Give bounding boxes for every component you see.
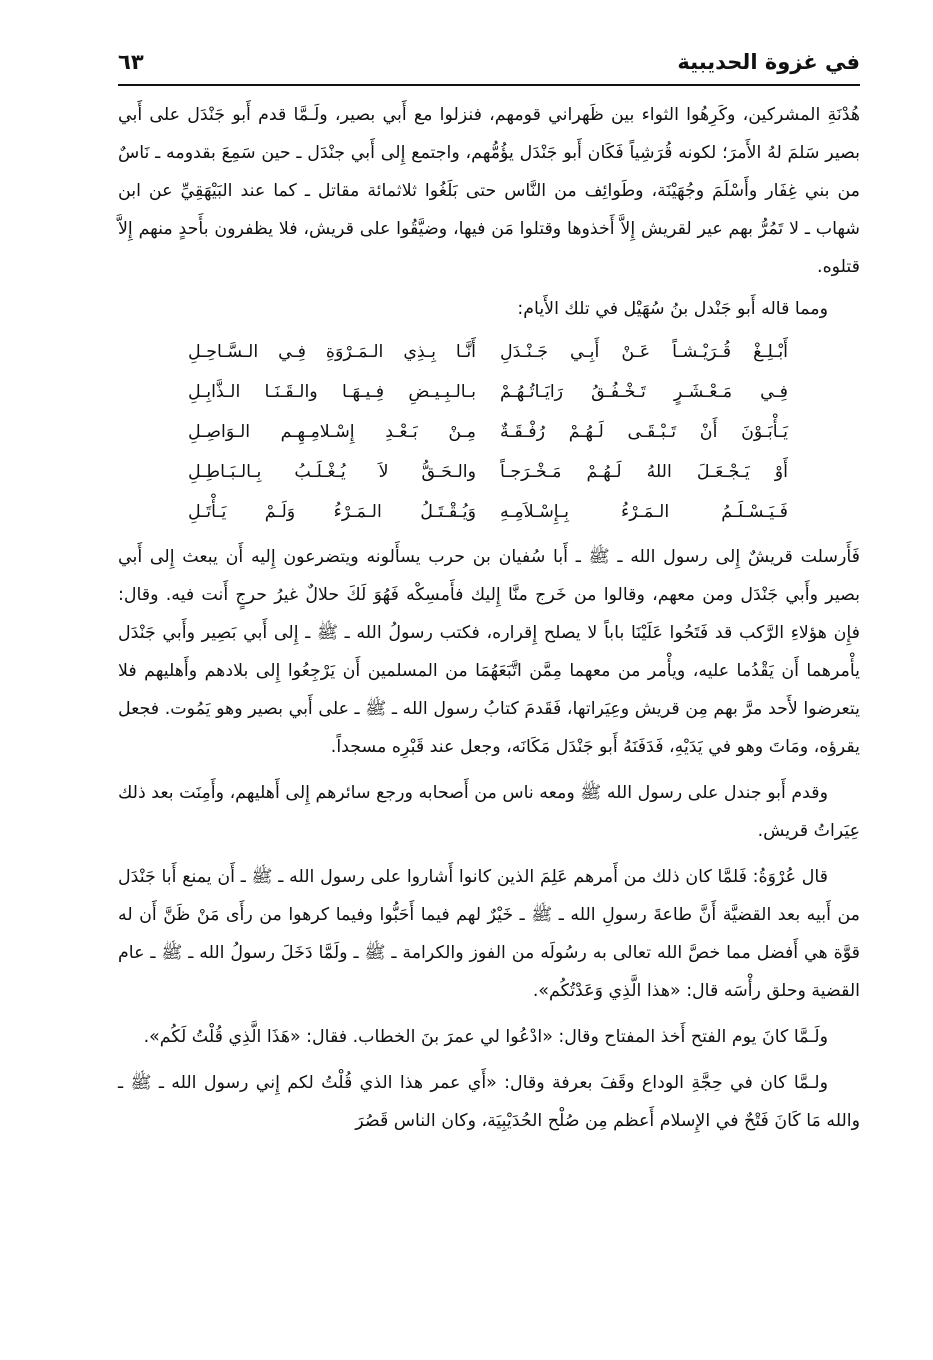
paragraph: هُدْنَةِ المشركين، وكَرِهُوا الثواء بين ظَهراني قومهم، فنزلوا مع أَبي بصير، ولَـمَّا قدم أَبو جَنْدَل على أَبي بصير سَلمَ لهُ الأَمرَ؛ لكونه قُرَشِياً فَكَان أَبو جَنْدَل يؤُمُّهم، واجتمع إِلى أَبي جنْدَل ـ حين سَمِعَ بقدومه ـ نَاسٌ من بني غِفَار وأَسْلَمَ وجُهَيْنَة، وطَوائِف من النَّاس حتى بَلَغُوا ثلاثمائة مقاتل ـ كما عند البَيْهَقِيِّ عن ابن شهاب ـ لا تَمُرُّ بهم عير لقريش إِلاَّ أَخذوها وقتلوا مَن فيها، وضيَّقُوا على قريش، فلا يظفرون بأَحدٍ منهم إِلاَّ قتلوه. (118, 105, 860, 277)
verse (188, 492, 788, 532)
paragraph: ولـمَّا كان في حِجَّةِ الوداع وقَفَ بعرفة وقال: «أَي عمر هذا الذي قُلْتُ لكم إِني رسول الله ـ ﷺ ـ والله مَا كَانَ فَتْحٌ في الإِسلام أَعظم مِن صُلْح الحُدَيْبِيَة، وكان الناس قَصُرَ (118, 1073, 860, 1131)
page-number: ٦٣ (118, 50, 144, 74)
verse (188, 452, 788, 492)
poem-intro: ومما قاله أَبو جَنْدل بنُ سُهَيْل في تلك الأَيام: (517, 299, 828, 319)
verse-first-hemistich: أَوْ يَـجْـعَـلَ اللهُ لَـهُـمْ مَـخْـرَجـاً (500, 462, 788, 482)
paragraph: وقدم أَبو جندل على رسول الله ﷺ ومعه ناس من أَصحابه ورجع سائرهم إِلى أَهليهم، وأَمِنَت بعد ذلك عِيَراتُ قريش. (118, 783, 860, 841)
verse-second-hemistich: بـالـبِـيـضِ فِـيـهَـا والـقَـنَـا الـذَّابِـلِ (188, 382, 476, 402)
paragraph: ولَـمَّا كانَ يوم الفتح أَخذ المفتاح وقال: «ادْعُوا لي عمرَ بنَ الخطاب. فقال: «هَذَا الَّذِي قُلْتُ لَكُم». (143, 1027, 828, 1047)
poem (188, 332, 788, 532)
verse (188, 372, 788, 412)
verse-first-hemistich: يَـأْبَـوْنَ أَنْ تَـبْـقَـى لَـهُـمْ رُفْـقَـةٌ (500, 422, 788, 442)
verse-first-hemistich: أَبْـلِـغْ قُـرَيْـشـاً عَـنْ أَبِـي جَـنْـدَلِ (500, 342, 788, 362)
verse-first-hemistich: فَـيَـسْـلَـمُ الـمَـرْءُ بِـإِسْـلاَمِـهِ (500, 502, 788, 522)
running-header (118, 50, 860, 86)
verse-second-hemistich: والـحَـقُّ لاَ يُـغْـلَـبُ بِـالـبَـاطِـلِ (188, 462, 476, 482)
chapter-title: في غزوة الحديبية (677, 50, 860, 74)
book-page (118, 50, 860, 1340)
verse (188, 412, 788, 452)
page-body (118, 96, 860, 1140)
paragraph: قال عُرْوَةُ: فَلمَّا كان ذلك من أَمرهم عَلِمَ الذين كانوا أَشاروا على رسول الله ـ ﷺ ـ أَن يمنع أَبا جَنْدَل من أَبيه بعد القضيَّة أَنَّ طاعةَ رسولِ الله ـ ﷺ ـ خَيْرٌ لهم فيما أَحَبُّوا وفيما كرهوا من رأَى مَنْ ظَنَّ أَن له قوَّة هي أَفضل مما خصَّ الله تعالى به رسُولَه من الفوز والكرامة ـ ﷺ ـ ولَمَّا دَخَلَ رسولُ الله ـ ﷺ ـ عام القضية وحلق رأْسَه قال: «هذا الَّذِي وَعَدْتُكُم». (118, 867, 860, 1001)
verse (188, 332, 788, 372)
verse-first-hemistich: فِـي مَـعْـشَـرٍ تَـخْـفُـقُ رَايَـاتُـهُـمْ (500, 382, 788, 402)
verse-second-hemistich: مِـنْ بَـعْـدِ إِسْـلامِـهِـم الـوَاصِـلِ (188, 422, 476, 442)
verse-second-hemistich: وَيُـقْـتَـلُ الـمَـرْءُ وَلَـمْ يَـأْتَـلِ (188, 502, 476, 522)
verse-second-hemistich: أَنَّـا بِـذِي الـمَـرْوَةِ فِـي الـسَّـاحِـلِ (188, 342, 476, 362)
paragraph: فَأَرسلت قريشٌ إِلى رسول الله ـ ﷺ ـ أَبا سُفيان بن حرب يسأَلونه ويتضرعون إِليه أَن يبعث إِلى أَبي بصير وأَبي جَنْدَل ومن معهم، وقالوا من خَرج منَّا إِليك فأَمسِكْه فَهُوَ لَكَ حلالٌ غيرُ حرجٍ أَنت فيه. وقال: فإِن هؤلاءِ الرَّكب قد فَتَحُوا عَلَيْنَا باباً لا يصلح إِقراره، فكتب رسولُ الله ـ ﷺ ـ إِلى أَبي بَصِير وأَبي جَنْدَل يأْمرهما أَن يَقْدُما عليه، ويأْمر من معهما مِمَّن اتَّبَعَهُمَا من المسلمين أَن يَرْجِعُوا إِلى بلادهم وأَهليهم فلا يتعرضوا لأَحد مرَّ بهم مِن قريش وعِيَراتها، فَقَدمَ كتابُ رسول الله ـ ﷺ ـ على أَبي بصير وهو يَمُوت. فجعل يقرؤه، ومَاتَ وهو في يَدَيْهِ، فَدَفَنَهُ أَبو جَنْدَل مَكَانَه، وجعل عند قَبْرِه مسجداً. (118, 547, 860, 757)
